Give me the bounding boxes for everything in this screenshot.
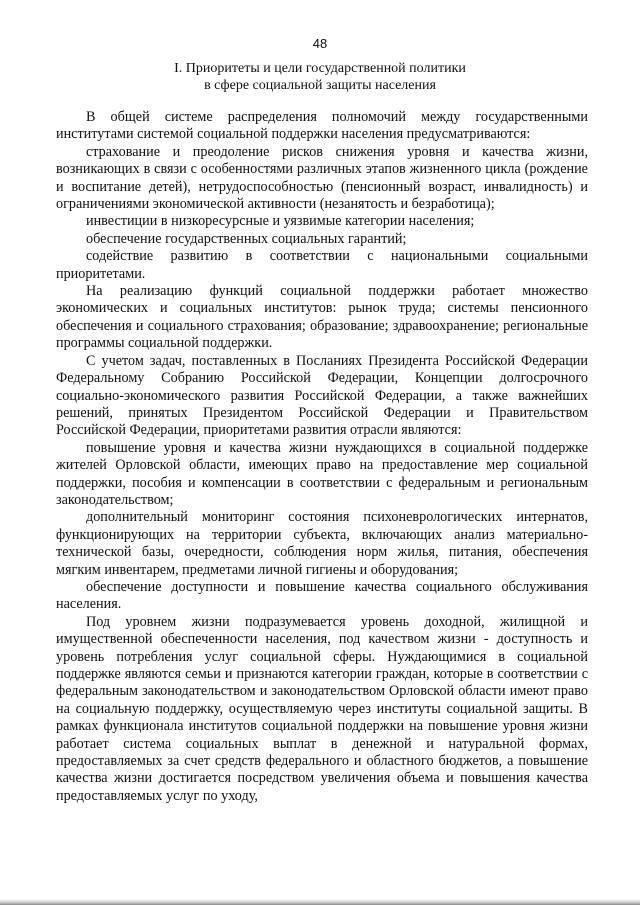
paragraph: повышение уровня и качества жизни нуждающихся в социальной поддержке жителей Орловской области, имеющих право на предоставление мер социальной поддержки, пособия и компенсации в соответствии с федеральным и региональным законодательством; bbox=[56, 439, 588, 508]
section-title bbox=[130, 60, 510, 94]
paragraph: содействие развитию в соответствии с национальными социальными приоритетами. bbox=[56, 248, 588, 282]
section-title-line: в сфере социальной защиты населения bbox=[204, 78, 436, 93]
paragraph: обеспечение доступности и повышение качества социального обслуживания населения. bbox=[56, 578, 588, 613]
page-number: 48 bbox=[312, 36, 328, 51]
paragraph: страхование и преодоление рисков снижения уровня и качества жизни, возникающих в связи с особенностями различных этапов жизненного цикла (рождение и воспитание детей), нетрудоспособностью (пенсионный возраст, инвалидность) и ограничениями экономической активности (незанятость и безработица); bbox=[56, 143, 588, 213]
paragraph: инвестиции в низкоресурсные и уязвимые категории населения; bbox=[86, 213, 475, 230]
paragraph: обеспечение государственных социальных гарантий; bbox=[86, 230, 407, 247]
body-text bbox=[56, 109, 588, 805]
paragraph: Под уровнем жизни подразумевается уровень доходной, жилищной и имущественной обеспеченности населения, под качеством жизни - доступность и уровень потребления услуг социальной сферы. Нуждающимися в социальной поддержке являются семьи и признаются категории граждан, которые в соответствии с федеральным законодательством и законодательством Орловской области имеют право на социальную поддержку, осуществляемую через институты социальной защиты. В рамках функционала институтов социальной поддержки на повышение уровня жизни работает система социальных выплат в денежной и натуральной формах, предоставляемых за счет средств федерального и областного бюджетов, а повышение качества жизни достигается посредством увеличения объема и повышения качества предоставляемых услуг по уходу, bbox=[56, 613, 588, 804]
paragraph: дополнительный мониторинг состояния психоневрологических интернатов, функционирующих на территории субъекта, включающих анализ материально-технической базы, очередности, соблюдения норм жилья, питания, обеспечения мягким инвентарем, предметами личной гигиены и оборудования; bbox=[56, 509, 588, 578]
section-title-line: I. Приоритеты и цели государственной политики bbox=[174, 61, 466, 76]
paragraph: С учетом задач, поставленных в Посланиях Президента Российской Федерации Федеральному Собранию Российской Федерации, Концепции долгосрочного социально-экономического развития Российской Федерации, а также важнейших решений, принятых Президентом Российской Федерации и Правительством Российской Федерации, приоритетами развития отрасли являются: bbox=[56, 352, 588, 439]
paragraph: В общей системе распределения полномочий между государственными институтами системой социальной поддержки населения предусматриваются: bbox=[56, 109, 588, 143]
paragraph: На реализацию функций социальной поддержки работает множество экономических и социальных институтов: рынок труда; системы пенсионного обеспечения и социального страхования; образование; здравоохранение; региональные программы социальной поддержки. bbox=[56, 283, 588, 352]
scan-edge bbox=[0, 899, 640, 905]
